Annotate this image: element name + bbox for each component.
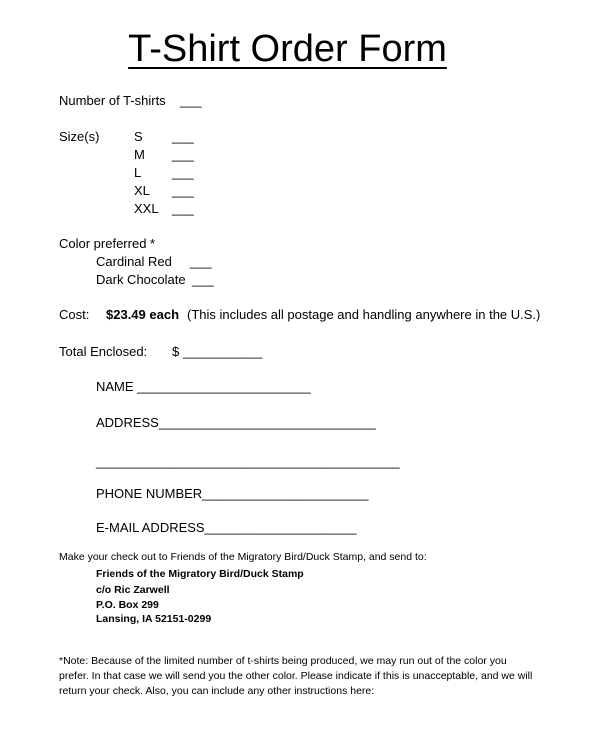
mailing-address-line: Friends of the Migratory Bird/Duck Stamp <box>96 568 304 580</box>
size-blank[interactable]: ___ <box>172 201 194 216</box>
cost-price: $23.49 each <box>106 307 180 322</box>
mailing-address-line: P.O. Box 299 <box>96 599 159 611</box>
name-field[interactable]: NAME ________________________ <box>96 379 311 394</box>
size-blank[interactable]: ___ <box>172 183 194 198</box>
size-blank[interactable]: ___ <box>172 147 194 162</box>
size-option: XXL <box>134 201 159 216</box>
sizes-label: Size(s) <box>59 129 100 144</box>
note-line: prefer. In that case we will send you the other color. Please indicate if this is unacceptable, and we will <box>59 670 533 682</box>
size-option: S <box>134 129 143 144</box>
phone-field[interactable]: PHONE NUMBER_______________________ <box>96 486 369 501</box>
number-of-tshirts-label: Number of T-shirts <box>59 93 166 108</box>
size-option: M <box>134 147 145 162</box>
number-of-tshirts-blank[interactable]: ___ <box>180 93 202 108</box>
note-line: *Note: Because of the limited number of t-shirts being produced, we may run out of the color you <box>59 655 507 667</box>
total-enclosed-blank[interactable]: $ ___________ <box>172 344 263 359</box>
size-blank[interactable]: ___ <box>172 165 194 180</box>
email-field[interactable]: E-MAIL ADDRESS_____________________ <box>96 520 357 535</box>
payment-instruction: Make your check out to Friends of the Migratory Bird/Duck Stamp, and send to: <box>59 551 427 563</box>
form-title: T-Shirt Order Form <box>128 28 447 70</box>
total-enclosed-label: Total Enclosed: <box>59 344 148 359</box>
color-label: Color preferred * <box>59 236 156 251</box>
cost-label: Cost: <box>59 307 90 322</box>
address-field[interactable]: ADDRESS______________________________ <box>96 415 376 430</box>
color-option: Dark Chocolate <box>96 272 186 287</box>
size-blank[interactable]: ___ <box>172 129 194 144</box>
color-blank[interactable]: ___ <box>190 254 212 269</box>
mailing-address-line: c/o Ric Zarwell <box>96 584 170 596</box>
size-option: L <box>134 165 142 180</box>
address-line2-field[interactable]: __________________________________________ <box>96 454 400 469</box>
color-blank[interactable]: ___ <box>192 272 214 287</box>
size-option: XL <box>134 183 150 198</box>
note-line: return your check. Also, you can include any other instructions here: <box>59 685 375 697</box>
cost-note: (This includes all postage and handling anywhere in the U.S.) <box>187 307 541 322</box>
mailing-address-line: Lansing, IA 52151-0299 <box>96 613 212 625</box>
color-option: Cardinal Red <box>96 254 172 269</box>
